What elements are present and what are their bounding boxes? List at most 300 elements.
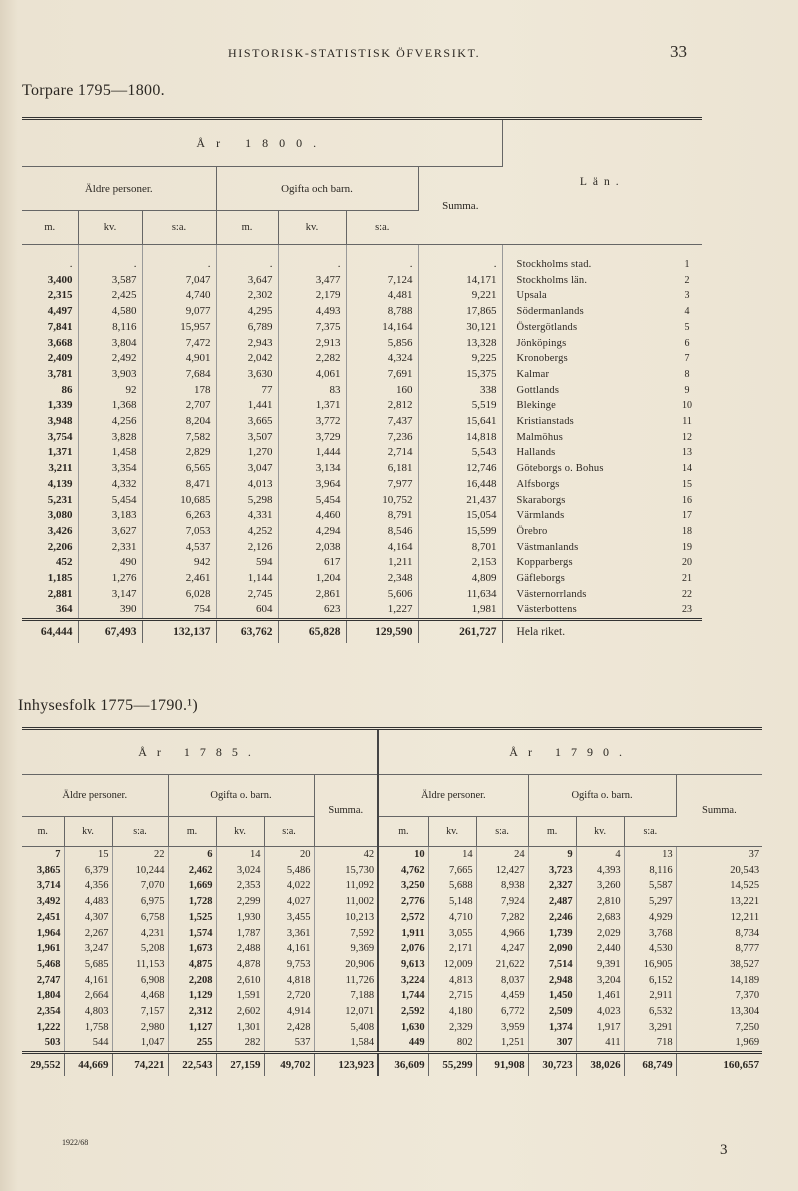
cell: 1,739 xyxy=(528,926,576,942)
cell: 3,665 xyxy=(216,414,278,430)
table-row xyxy=(22,587,702,603)
cell: 1,584 xyxy=(314,1035,378,1052)
cell: 1,450 xyxy=(528,988,576,1004)
cell: 2,776 xyxy=(378,894,428,910)
cell: 6,908 xyxy=(112,973,168,989)
cell: 2,171 xyxy=(428,941,476,957)
cell: 4,061 xyxy=(278,367,346,383)
cell: 10,685 xyxy=(142,493,216,509)
lan-name: Alfsborgs xyxy=(516,478,560,490)
cell: 8,116 xyxy=(624,863,676,879)
cell: 2,592 xyxy=(378,1004,428,1020)
cell: 4,813 xyxy=(428,973,476,989)
cell: 129,590 xyxy=(346,620,418,644)
table-row xyxy=(22,1035,762,1052)
cell: 15,375 xyxy=(418,367,502,383)
cell: 15 xyxy=(64,847,112,863)
sub-sa: s:a. xyxy=(112,817,168,847)
cell: 4,460 xyxy=(278,508,346,524)
cell: 5,543 xyxy=(418,445,502,461)
cell: 338 xyxy=(418,383,502,399)
ogifta-header: Ogifta o. barn. xyxy=(168,775,314,817)
cell: 452 xyxy=(22,555,78,571)
table2-title: Inhysesfolk 1775—1790.¹) xyxy=(18,697,198,714)
cell: 3,647 xyxy=(216,273,278,289)
table-row xyxy=(22,847,762,863)
cell: 4,013 xyxy=(216,477,278,493)
row-number: 22 xyxy=(682,588,693,600)
cell: 5,148 xyxy=(428,894,476,910)
cell: 2,208 xyxy=(168,973,216,989)
cell: 2,440 xyxy=(576,941,624,957)
row-number: 16 xyxy=(682,494,693,506)
cell: 255 xyxy=(168,1035,216,1052)
cell: 1,574 xyxy=(168,926,216,942)
row-number: 18 xyxy=(682,525,693,537)
cell: 10,752 xyxy=(346,493,418,509)
cell: . xyxy=(78,245,142,273)
cell: 67,493 xyxy=(78,620,142,644)
cell: 2,327 xyxy=(528,878,576,894)
lan-name: Södermanlands xyxy=(516,306,584,318)
row-number: 17 xyxy=(682,510,693,522)
row-number: 2 xyxy=(684,274,690,286)
cell: 5,486 xyxy=(264,863,314,879)
cell: 7,841 xyxy=(22,320,78,336)
aldre-header: Äldre personer. xyxy=(22,775,168,817)
cell: 1,371 xyxy=(22,445,78,461)
ogifta-header: Ogifta och barn. xyxy=(216,167,418,211)
cell: 49,702 xyxy=(264,1053,314,1077)
cell: 6,789 xyxy=(216,320,278,336)
cell: 178 xyxy=(142,383,216,399)
cell: 38,026 xyxy=(576,1053,624,1077)
cell: 5,231 xyxy=(22,493,78,509)
cell: 4 xyxy=(576,847,624,863)
cell: 3,134 xyxy=(278,461,346,477)
table-row xyxy=(22,288,702,304)
cell: 282 xyxy=(216,1035,264,1052)
lan-name: Kalmar xyxy=(516,368,550,380)
cell: 4,901 xyxy=(142,351,216,367)
cell: 3,250 xyxy=(378,878,428,894)
cell: 4,027 xyxy=(264,894,314,910)
cell: 4,809 xyxy=(418,571,502,587)
cell: 1,981 xyxy=(418,602,502,619)
lan-name: Malmöhus xyxy=(516,431,564,443)
cell: 12,009 xyxy=(428,957,476,973)
total-row xyxy=(22,1053,762,1077)
cell: 4,497 xyxy=(22,304,78,320)
row-number: 11 xyxy=(682,416,692,428)
table-row xyxy=(22,540,702,556)
table-row xyxy=(22,973,762,989)
row-number: 7 xyxy=(684,353,690,365)
cell: 30,723 xyxy=(528,1053,576,1077)
sub-sa: s:a. xyxy=(142,211,216,245)
footer-mark: 1922/68 xyxy=(62,1138,89,1147)
cell: 4,161 xyxy=(264,941,314,957)
cell: 3,492 xyxy=(22,894,64,910)
cell: 3,865 xyxy=(22,863,64,879)
cell: 2,029 xyxy=(576,926,624,942)
cell: . xyxy=(278,245,346,273)
cell: 2,425 xyxy=(78,288,142,304)
cell: 6,028 xyxy=(142,587,216,603)
cell: 1,728 xyxy=(168,894,216,910)
sub-sa: s:a. xyxy=(346,211,418,245)
cell: 942 xyxy=(142,555,216,571)
lan-name: Hallands xyxy=(516,447,556,459)
cell: 1,758 xyxy=(64,1020,112,1036)
table-row xyxy=(22,508,702,524)
cell: 4,332 xyxy=(78,477,142,493)
cell: 3,247 xyxy=(64,941,112,957)
cell: 503 xyxy=(22,1035,64,1052)
cell: 15,641 xyxy=(418,414,502,430)
cell: 544 xyxy=(64,1035,112,1052)
cell: 5,454 xyxy=(78,493,142,509)
cell: 261,727 xyxy=(418,620,502,644)
cell: 7,684 xyxy=(142,367,216,383)
cell: 2,664 xyxy=(64,988,112,1004)
cell: 1,204 xyxy=(278,571,346,587)
cell: 1,911 xyxy=(378,926,428,942)
row-number: 23 xyxy=(682,604,693,616)
cell: 5,856 xyxy=(346,336,418,352)
row-number xyxy=(672,620,702,644)
cell: 1,461 xyxy=(576,988,624,1004)
cell: 4,164 xyxy=(346,540,418,556)
cell: 3,828 xyxy=(78,430,142,446)
row-number: 3 xyxy=(684,290,690,302)
cell: 2,126 xyxy=(216,540,278,556)
cell: 1,744 xyxy=(378,988,428,1004)
cell: 4,468 xyxy=(112,988,168,1004)
cell: 1,669 xyxy=(168,878,216,894)
summa-header: Summa. xyxy=(314,775,378,847)
cell: 6,975 xyxy=(112,894,168,910)
aldre-header: Äldre personer. xyxy=(378,775,528,817)
sub-kv: kv. xyxy=(64,817,112,847)
cell: 2,911 xyxy=(624,988,676,1004)
cell: 91,908 xyxy=(476,1053,528,1077)
sub-kv: kv. xyxy=(78,211,142,245)
year-a-header: År 1785. xyxy=(22,729,378,775)
page-number: 33 xyxy=(670,42,687,61)
cell: 1,787 xyxy=(216,926,264,942)
cell: 9,221 xyxy=(418,288,502,304)
row-number: 12 xyxy=(682,431,693,443)
cell: 6,532 xyxy=(624,1004,676,1020)
cell: 38,527 xyxy=(730,958,760,970)
lan-name: Gäfleborgs xyxy=(516,573,565,585)
cell: 7 xyxy=(22,847,64,863)
cell: 8,777 xyxy=(735,943,760,955)
cell: 4,256 xyxy=(78,414,142,430)
row-number: 21 xyxy=(682,573,693,585)
table-row xyxy=(22,245,702,273)
lan-name: Västerbottens xyxy=(516,604,577,616)
table-row xyxy=(22,910,762,926)
cell: 4,878 xyxy=(216,957,264,973)
cell: 3,024 xyxy=(216,863,264,879)
lan-name: Kopparbergs xyxy=(516,557,573,569)
cell: 754 xyxy=(142,602,216,619)
cell: 4,459 xyxy=(476,988,528,1004)
cell: 2,462 xyxy=(168,863,216,879)
row-number: 10 xyxy=(682,400,693,412)
cell: 490 xyxy=(78,555,142,571)
cell: 123,923 xyxy=(314,1053,378,1077)
cell: 7,592 xyxy=(314,926,378,942)
cell: 307 xyxy=(528,1035,576,1052)
cell: 4,393 xyxy=(576,863,624,879)
cell: 4,966 xyxy=(476,926,528,942)
cell: 1,368 xyxy=(78,398,142,414)
lan-name: Gottlands xyxy=(516,384,560,396)
cell: 1,961 xyxy=(22,941,64,957)
cell: 3,361 xyxy=(264,926,314,942)
cell: 1,144 xyxy=(216,571,278,587)
cell: 4,483 xyxy=(64,894,112,910)
table-row xyxy=(22,863,762,879)
cell: 3,426 xyxy=(22,524,78,540)
table-row xyxy=(22,445,702,461)
cell: 27,159 xyxy=(216,1053,264,1077)
cell: 1,185 xyxy=(22,571,78,587)
cell: 5,587 xyxy=(624,878,676,894)
cell: 24 xyxy=(476,847,528,863)
table-row xyxy=(22,524,702,540)
cell: 3,781 xyxy=(22,367,78,383)
cell: 4,914 xyxy=(264,1004,314,1020)
cell: 1,917 xyxy=(576,1020,624,1036)
cell: 4,580 xyxy=(78,304,142,320)
cell: 8,734 xyxy=(735,927,760,939)
total-row xyxy=(22,620,702,644)
cell: 9,391 xyxy=(576,957,624,973)
table-row xyxy=(22,273,702,289)
cell: 2,980 xyxy=(112,1020,168,1036)
sub-kv: kv. xyxy=(278,211,346,245)
cell: 3,080 xyxy=(22,508,78,524)
cell: 77 xyxy=(216,383,278,399)
cell: 3,260 xyxy=(576,878,624,894)
cell: 4,537 xyxy=(142,540,216,556)
cell: 4,307 xyxy=(64,910,112,926)
lan-name: Örebro xyxy=(516,525,548,537)
cell: 6,758 xyxy=(112,910,168,926)
cell: 22 xyxy=(112,847,168,863)
cell: 4,294 xyxy=(278,524,346,540)
table-row xyxy=(22,602,702,619)
cell: 4,762 xyxy=(378,863,428,879)
cell: 3,768 xyxy=(624,926,676,942)
cell: 3,507 xyxy=(216,430,278,446)
table-row xyxy=(22,493,702,509)
row-number: 14 xyxy=(682,463,693,475)
cell: 7,370 xyxy=(735,990,760,1002)
cell: 11,092 xyxy=(314,878,378,894)
sub-sa: s:a. xyxy=(624,817,676,847)
cell: 15,730 xyxy=(314,863,378,879)
cell: 3,668 xyxy=(22,336,78,352)
cell: 1,251 xyxy=(476,1035,528,1052)
cell: 2,315 xyxy=(22,288,78,304)
cell: 7,582 xyxy=(142,430,216,446)
cell: 10,244 xyxy=(112,863,168,879)
cell: 83 xyxy=(278,383,346,399)
cell: 63,762 xyxy=(216,620,278,644)
cell: 5,208 xyxy=(112,941,168,957)
cell: 1,930 xyxy=(216,910,264,926)
cell: 9 xyxy=(528,847,576,863)
cell: 2,042 xyxy=(216,351,278,367)
row-number: 4 xyxy=(684,306,690,318)
cell: 2,829 xyxy=(142,445,216,461)
cell: 7,157 xyxy=(112,1004,168,1020)
row-number: 8 xyxy=(684,368,690,380)
row-number: 19 xyxy=(682,541,693,553)
cell: 10 xyxy=(378,847,428,863)
table-row xyxy=(22,430,702,446)
cell: 3,211 xyxy=(22,461,78,477)
cell: 21,622 xyxy=(476,957,528,973)
cell: 6,263 xyxy=(142,508,216,524)
sub-kv: kv. xyxy=(576,817,624,847)
cell: 7,924 xyxy=(476,894,528,910)
cell: 1,458 xyxy=(78,445,142,461)
lan-name: Göteborgs o. Bohus xyxy=(516,463,604,475)
cell: 13,221 xyxy=(730,896,760,908)
cell: 2,409 xyxy=(22,351,78,367)
cell: 2,329 xyxy=(428,1020,476,1036)
table-row xyxy=(22,988,762,1004)
cell: 2,943 xyxy=(216,336,278,352)
cell: 14,525 xyxy=(730,880,760,892)
cell: 364 xyxy=(22,602,78,619)
year-b-header: År 1790. xyxy=(378,729,762,775)
cell: 3,948 xyxy=(22,414,78,430)
cell: 65,828 xyxy=(278,620,346,644)
cell: 1,227 xyxy=(346,602,418,619)
cell: 1,964 xyxy=(22,926,64,942)
cell: 2,076 xyxy=(378,941,428,957)
sub-sa: s:a. xyxy=(476,817,528,847)
cell: 15,599 xyxy=(418,524,502,540)
cell: 1,276 xyxy=(78,571,142,587)
cell: 7,124 xyxy=(346,273,418,289)
table-row xyxy=(22,414,702,430)
cell: 2,299 xyxy=(216,894,264,910)
cell: 4,139 xyxy=(22,477,78,493)
cell: 5,685 xyxy=(64,957,112,973)
cell: 6,565 xyxy=(142,461,216,477)
cell: 411 xyxy=(576,1035,624,1052)
lan-name: Kristianstads xyxy=(516,416,574,428)
cell: 15,957 xyxy=(142,320,216,336)
ogifta-header: Ogifta o. barn. xyxy=(528,775,676,817)
cell: 2,246 xyxy=(528,910,576,926)
cell: 1,222 xyxy=(22,1020,64,1036)
year-header: År 1800. xyxy=(22,119,502,167)
cell: 3,183 xyxy=(78,508,142,524)
cell: 2,610 xyxy=(216,973,264,989)
cell: 1,673 xyxy=(168,941,216,957)
lan-name: Värmlands xyxy=(516,510,565,522)
table-row xyxy=(22,477,702,493)
cell: 718 xyxy=(624,1035,676,1052)
cell: 3,224 xyxy=(378,973,428,989)
cell: 1,339 xyxy=(22,398,78,414)
cell: 22,543 xyxy=(168,1053,216,1077)
footer-number: 3 xyxy=(720,1142,728,1158)
cell: 3,723 xyxy=(528,863,576,879)
cell: 2,488 xyxy=(216,941,264,957)
cell: 6,152 xyxy=(624,973,676,989)
cell: 12,071 xyxy=(314,1004,378,1020)
cell: 29,552 xyxy=(22,1053,64,1077)
cell: 6,379 xyxy=(64,863,112,879)
cell: 623 xyxy=(278,602,346,619)
lan-name: Upsala xyxy=(516,290,547,302)
table1-body xyxy=(22,245,702,620)
cell: 15,054 xyxy=(418,508,502,524)
cell: 4,710 xyxy=(428,910,476,926)
cell: 8,037 xyxy=(476,973,528,989)
summa-header: Summa. xyxy=(418,167,502,245)
cell: 604 xyxy=(216,602,278,619)
aldre-header: Äldre personer. xyxy=(22,167,216,211)
table1-title: Torpare 1795—1800. xyxy=(22,82,165,99)
cell: 16,448 xyxy=(418,477,502,493)
cell: 3,959 xyxy=(476,1020,528,1036)
table-row xyxy=(22,878,762,894)
cell: 5,408 xyxy=(314,1020,378,1036)
table2-body xyxy=(22,847,762,1053)
cell: 64,444 xyxy=(22,620,78,644)
cell: 2,572 xyxy=(378,910,428,926)
cell: 5,688 xyxy=(428,878,476,894)
cell: 3,729 xyxy=(278,430,346,446)
cell: 8,938 xyxy=(476,878,528,894)
row-number: 1 xyxy=(684,259,690,270)
cell: 37 xyxy=(748,849,760,860)
cell: 3,772 xyxy=(278,414,346,430)
cell: 4,493 xyxy=(278,304,346,320)
cell: 8,701 xyxy=(418,540,502,556)
sub-m: m. xyxy=(528,817,576,847)
sub-kv: kv. xyxy=(216,817,264,847)
cell: 12,427 xyxy=(476,863,528,879)
lan-name: Stockholms stad. xyxy=(516,259,592,270)
cell: 11,002 xyxy=(314,894,378,910)
cell: . xyxy=(142,245,216,273)
cell: 2,348 xyxy=(346,571,418,587)
cell: 2,714 xyxy=(346,445,418,461)
cell: 2,353 xyxy=(216,878,264,894)
cell: 14 xyxy=(216,847,264,863)
cell: 594 xyxy=(216,555,278,571)
cell: 2,747 xyxy=(22,973,64,989)
cell: 36,609 xyxy=(378,1053,428,1077)
cell: 2,461 xyxy=(142,571,216,587)
lan-name: Kronobergs xyxy=(516,353,568,365)
cell: 42 xyxy=(314,847,378,863)
table-row xyxy=(22,336,702,352)
cell: 2,331 xyxy=(78,540,142,556)
